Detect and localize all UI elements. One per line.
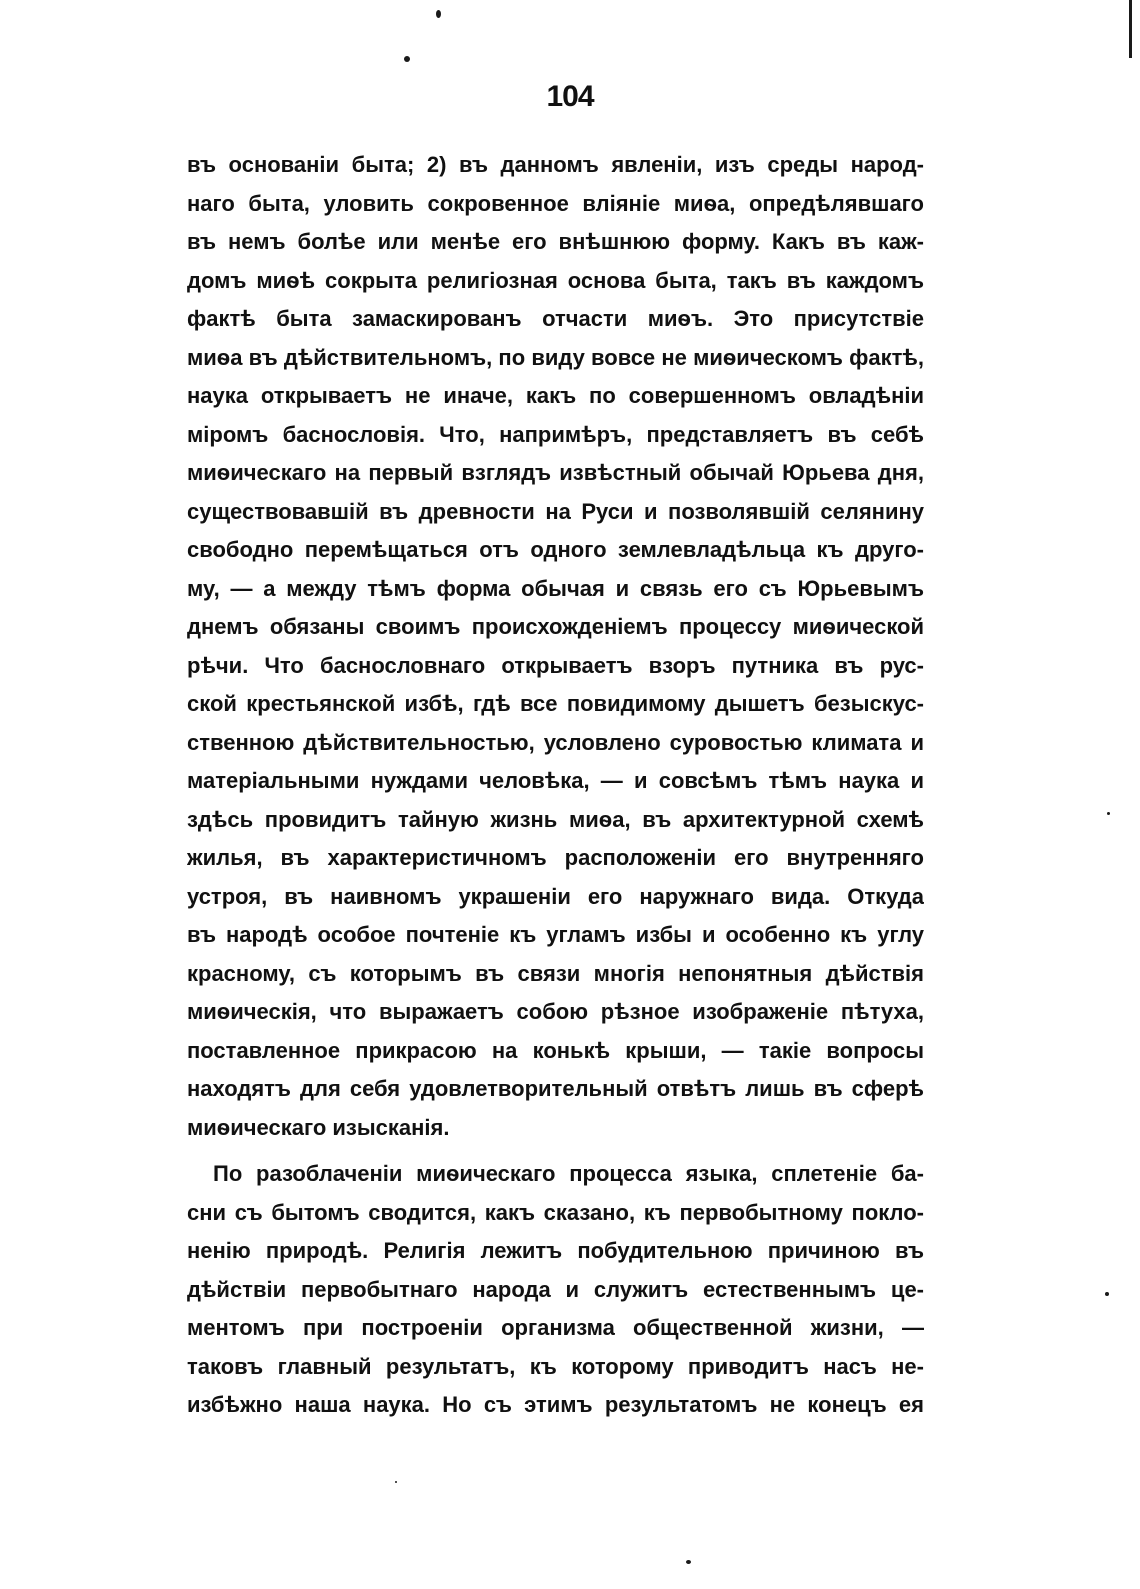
text-line: фактѣ быта замаскированъ отчасти миѳъ. Это присутствіе xyxy=(187,306,924,331)
paragraph-2 xyxy=(187,1155,924,1425)
text-line: міромъ баснословія. Что, напримѣръ, представляетъ въ себѣ xyxy=(187,421,924,447)
text-line: находятъ для себя удовлетворительный отвѣтъ лишь въ сферѣ xyxy=(187,1076,924,1101)
body-text xyxy=(187,146,924,1425)
text-line: существовавшій въ древности на Руси и позволявшій селянину xyxy=(187,498,924,524)
text-line: миѳическія, что выражаетъ собою рѣзное изображеніе пѣтуха, xyxy=(187,999,924,1024)
text-line: миѳическаго изысканія. xyxy=(187,1114,450,1140)
scan-speck xyxy=(436,10,441,18)
text-line: сни съ бытомъ сводится, какъ сказано, къ первобытному покло- xyxy=(187,1199,924,1225)
text-line: ментомъ при построеніи организма общественной жизни, — xyxy=(187,1315,924,1340)
text-line: По разоблаченіи миѳическаго процесса языка, сплетеніе ба- xyxy=(213,1161,924,1186)
text-line: красному, съ которымъ въ связи многія непонятныя дѣйствія xyxy=(187,960,924,986)
text-line: ненію природѣ. Религія лежитъ побудительною причиною въ xyxy=(187,1238,924,1263)
text-line: наго быта, уловить сокровенное вліяніе миѳа, опредѣлявшаго xyxy=(187,190,924,216)
paragraph-gap xyxy=(187,1147,924,1155)
text-line: днемъ обязаны своимъ происхожденіемъ процессу миѳической xyxy=(187,614,924,639)
text-line: му, — а между тѣмъ форма обычая и связь его съ Юрьевымъ xyxy=(187,575,924,601)
text-line: поставленное прикрасою на конькѣ крыши, — такіе вопросы xyxy=(187,1037,924,1063)
text-line: здѣсь провидитъ тайную жизнь миѳа, въ архитектурной схемѣ xyxy=(187,806,924,832)
text-line: устроя, въ наивномъ украшеніи его наружнаго вида. Откуда xyxy=(187,883,924,909)
text-line: рѣчи. Что баснословнаго открываетъ взоръ путника въ рус- xyxy=(187,652,924,678)
text-line: миѳа въ дѣйствительномъ, по виду вовсе не миѳическомъ фактѣ, xyxy=(187,344,924,370)
page-number: 104 xyxy=(546,80,594,113)
paragraph-1 xyxy=(187,146,924,1147)
text-line: таковъ главный результатъ, къ которому приводитъ насъ не- xyxy=(187,1353,924,1379)
text-line: въ немъ болѣе или менѣе его внѣшнюю форму. Какъ въ каж- xyxy=(187,229,924,254)
text-line: ственною дѣйствительностью, условлено суровостью климата и xyxy=(187,729,924,755)
text-line: ской крестьянской избѣ, гдѣ все повидимому дышетъ безыскус- xyxy=(187,691,924,716)
text-line: матеріальными нуждами человѣка, — и совсѣмъ тѣмъ наука и xyxy=(187,768,924,793)
scan-speck xyxy=(404,56,410,62)
text-line: избѣжно наша наука. Но съ этимъ результатомъ не конецъ ея xyxy=(187,1392,924,1417)
scan-edge-line xyxy=(1129,0,1132,58)
scan-speck xyxy=(686,1560,691,1564)
text-line: въ народѣ особое почтеніе къ угламъ избы и особенно къ углу xyxy=(187,922,924,947)
text-line: въ основаніи быта; 2) въ данномъ явленіи, изъ среды народ- xyxy=(187,152,924,177)
text-line: миѳическаго на первый взглядъ извѣстный обычай Юрьева дня, xyxy=(187,460,924,485)
scan-speck xyxy=(1105,1292,1109,1296)
text-line: домъ миѳѣ сокрыта религіозная основа быта, такъ въ каждомъ xyxy=(187,267,924,293)
text-line: свободно перемѣщаться отъ одного землевладѣльца къ друго- xyxy=(187,537,924,562)
scan-speck xyxy=(1107,812,1110,815)
text-line: наука открываетъ не иначе, какъ по совершенномъ овладѣніи xyxy=(187,383,924,408)
scan-speck xyxy=(395,1481,397,1483)
text-line: дѣйствіи первобытнаго народа и служитъ естественнымъ це- xyxy=(187,1276,924,1302)
text-line: жилья, въ характеристичномъ расположеніи его внутренняго xyxy=(187,845,924,870)
